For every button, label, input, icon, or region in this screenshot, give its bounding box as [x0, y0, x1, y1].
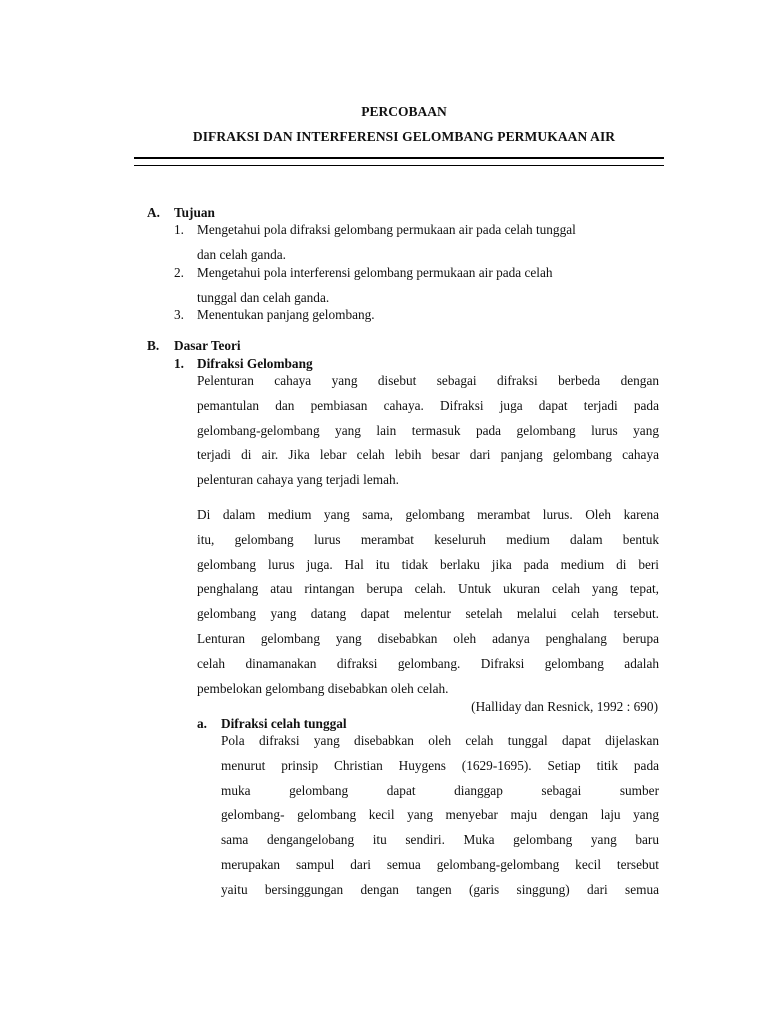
paragraph-line: Di dalam medium yang sama, gelombang merambat lurus. Oleh karena: [197, 507, 659, 522]
paragraph-difraksi-2: [197, 503, 659, 701]
paragraph-line: penghalang atau rintangan berupa celah. Untuk ukuran celah yang tepat,: [197, 581, 659, 597]
list-item-number: 1.: [174, 222, 184, 237]
paragraph-difraksi-1: [197, 369, 659, 493]
list-item-text: Mengetahui pola difraksi gelombang permukaan air pada celah tunggal: [197, 222, 576, 237]
title-rule-thick: [134, 157, 664, 159]
section-b-marker: B.: [147, 338, 160, 353]
section-a-marker: A.: [147, 205, 160, 220]
paragraph-line: Pola difraksi yang disebabkan oleh celah tunggal dapat dijelaskan: [221, 733, 659, 748]
paragraph-line: terjadi di air. Jika lebar celah lebih besar dari panjang gelombang cahaya: [197, 447, 659, 463]
list-item-text: Mengetahui pola interferensi gelombang permukaan air pada celah: [197, 265, 553, 280]
document-subtitle: DIFRAKSI DAN INTERFERENSI GELOMBANG PERMUKAAN AIR: [192, 129, 616, 144]
paragraph-line: Lenturan gelombang yang disebabkan oleh adanya penghalang berupa: [197, 630, 659, 646]
section-b-heading: Dasar Teori: [174, 338, 241, 353]
paragraph-line: gelombang yang datang dapat melentur setelah melalui celah tersebut.: [197, 606, 659, 622]
paragraph-line: gelombang lurus juga. Hal itu tidak berlaku jika pada medium di beri: [197, 556, 659, 572]
paragraph-line: Pelenturan cahaya yang disebut sebagai difraksi berbeda dengan: [197, 373, 659, 388]
paragraph-line: gelombang- gelombang kecil yang menyebar maju dengan laju yang: [221, 807, 659, 823]
paragraph-line: merupakan sampul dari semua gelombang-gelombang kecil tersebut: [221, 856, 659, 872]
paragraph-line: itu, gelombang lurus merambat keseluruh medium dalam bentuk: [197, 531, 659, 547]
subsubsection-heading: Difraksi celah tunggal: [221, 716, 347, 731]
paragraph-line: celah dinamanakan difraksi gelombang. Difraksi gelombang adalah: [197, 655, 659, 671]
subsection-heading: Difraksi Gelombang: [197, 356, 313, 371]
paragraph-line: menurut prinsip Christian Huygens (1629-1695). Setiap titik pada: [221, 757, 659, 773]
paragraph-line: yaitu bersinggungan dengan tangen (garis singgung) dari semua: [221, 881, 659, 897]
subsubsection-marker: a.: [197, 716, 207, 731]
title-rule-thin: [134, 165, 664, 166]
section-a-heading: Tujuan: [174, 205, 215, 220]
paragraph-celah-tunggal: [221, 729, 659, 903]
paragraph-line: pemantulan dan pembiasan cahaya. Difraksi juga dapat terjadi pada: [197, 397, 659, 413]
paragraph-line: pembelokan gelombang disebabkan oleh celah.: [197, 680, 449, 696]
list-item-number: 3.: [174, 307, 184, 322]
list-item-text: dan celah ganda.: [197, 247, 286, 262]
paragraph-line: sama dengangelobang itu sendiri. Muka gelombang yang baru: [221, 832, 659, 848]
subsection-number: 1.: [174, 356, 184, 371]
citation: (Halliday dan Resnick, 1992 : 690): [471, 699, 658, 714]
list-item-text: Menentukan panjang gelombang.: [197, 307, 375, 322]
list-item-number: 2.: [174, 265, 184, 280]
paragraph-line: pelenturan cahaya yang terjadi lemah.: [197, 472, 399, 488]
paragraph-line: muka gelombang dapat dianggap sebagai sumber: [221, 782, 659, 798]
list-item-text: tunggal dan celah ganda.: [197, 290, 330, 305]
document-title: PERCOBAAN: [361, 104, 447, 119]
paragraph-line: gelombang-gelombang yang lain termasuk pada gelombang lurus yang: [197, 422, 659, 438]
